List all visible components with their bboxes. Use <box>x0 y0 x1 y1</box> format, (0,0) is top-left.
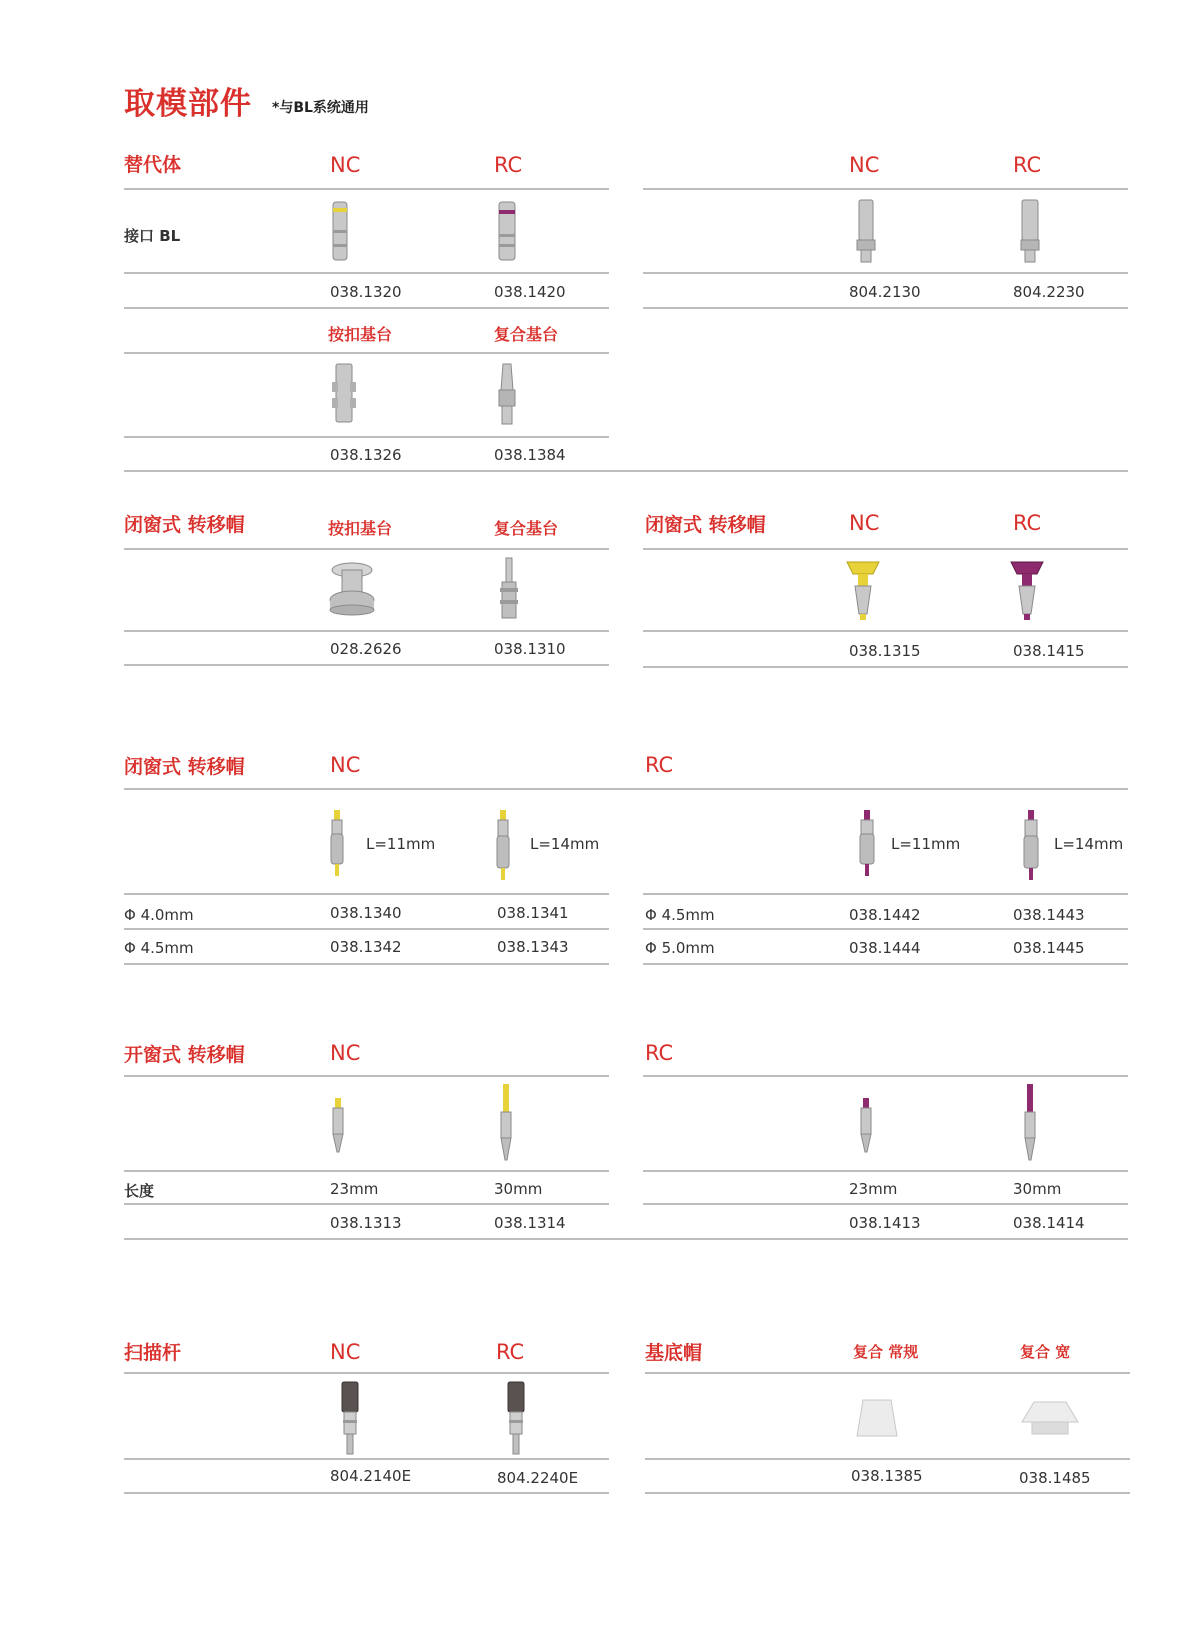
length-label: L=14mm <box>1054 835 1124 853</box>
col-head-nc: NC <box>330 1041 361 1065</box>
divider <box>643 1203 1128 1205</box>
closed-post-nc-14-image <box>494 808 512 882</box>
length-value: 30mm <box>1013 1180 1062 1198</box>
divider <box>124 307 609 309</box>
col-head-nc: NC <box>330 753 361 777</box>
code-038-1414: 038.1414 <box>1013 1214 1085 1232</box>
col-head-multi-regular: 复合 常规 <box>853 1343 919 1361</box>
length-row-label: 长度 <box>124 1182 155 1200</box>
base-cap-regular-image <box>855 1398 899 1438</box>
code-038-1326: 038.1326 <box>330 446 402 464</box>
code-804-2240e: 804.2240E <box>497 1469 579 1487</box>
col-head-nc-right: NC <box>849 153 880 177</box>
divider <box>124 272 609 274</box>
divider <box>124 1458 609 1460</box>
length-value: 30mm <box>494 1180 543 1198</box>
closed-cap-nc-image <box>845 556 881 622</box>
code-038-1320: 038.1320 <box>330 283 402 301</box>
divider <box>643 963 1128 965</box>
analog-nc-image <box>330 200 350 264</box>
divider <box>124 188 609 190</box>
col-head-nc: NC <box>849 511 880 535</box>
open-post-nc-23-image <box>330 1096 346 1154</box>
col-head-multi-abutment: 复合基台 <box>494 519 559 538</box>
length-label: L=11mm <box>366 835 436 853</box>
page-title: 取模部件 <box>124 86 252 122</box>
col-head-rc: RC <box>1013 511 1042 535</box>
divider <box>124 963 609 965</box>
code-038-1445: 038.1445 <box>1013 939 1085 957</box>
multi-cap-image <box>498 556 520 622</box>
snap-cap-image <box>328 560 376 616</box>
divider <box>643 893 1128 895</box>
length-value: 23mm <box>849 1180 898 1198</box>
page-note: *与BL系统通用 <box>272 100 369 116</box>
col-head-rc-right: RC <box>1013 153 1042 177</box>
divider <box>645 1372 1130 1374</box>
code-038-1343: 038.1343 <box>497 938 569 956</box>
divider <box>124 436 609 438</box>
code-804-2140e: 804.2140E <box>330 1467 412 1485</box>
divider <box>124 1170 609 1172</box>
col-head-rc: RC <box>645 753 674 777</box>
col-head-nc: NC <box>330 153 361 177</box>
code-038-1385: 038.1385 <box>851 1467 923 1485</box>
code-038-1485: 038.1485 <box>1019 1469 1091 1487</box>
divider <box>124 352 609 354</box>
code-038-1313: 038.1313 <box>330 1214 402 1232</box>
code-028-2626: 028.2626 <box>330 640 402 658</box>
code-038-1340: 038.1340 <box>330 904 402 922</box>
divider <box>643 928 1128 930</box>
code-038-1442: 038.1442 <box>849 906 921 924</box>
code-038-1342: 038.1342 <box>330 938 402 956</box>
diameter-label: Φ 4.0mm <box>124 906 194 924</box>
divider <box>124 548 609 550</box>
section-title-closed-tray-right: 闭窗式 转移帽 <box>645 514 766 536</box>
divider <box>124 788 1128 790</box>
base-cap-wide-image <box>1020 1398 1080 1438</box>
divider <box>124 1372 609 1374</box>
divider <box>643 188 1128 190</box>
divider <box>643 666 1128 668</box>
section-title-scan-body: 扫描杆 <box>124 1342 182 1364</box>
code-038-1415: 038.1415 <box>1013 642 1085 660</box>
code-038-1443: 038.1443 <box>1013 906 1085 924</box>
divider <box>643 307 1128 309</box>
divider <box>643 272 1128 274</box>
length-value: 23mm <box>330 1180 379 1198</box>
length-label: L=11mm <box>891 835 961 853</box>
code-038-1413: 038.1413 <box>849 1214 921 1232</box>
divider <box>643 548 1128 550</box>
divider <box>124 1238 1128 1240</box>
section-title-closed-tray-left: 闭窗式 转移帽 <box>124 514 245 536</box>
col-head-multi-wide: 复合 宽 <box>1020 1343 1071 1361</box>
row-label-interface: 接口 BL <box>124 227 181 245</box>
col-head-rc: RC <box>496 1340 525 1364</box>
length-label: L=14mm <box>530 835 600 853</box>
closed-cap-rc-image <box>1009 556 1045 622</box>
divider <box>643 630 1128 632</box>
analog-multi-image <box>496 362 518 426</box>
section-title-analog: 替代体 <box>124 154 182 176</box>
code-804-2130: 804.2130 <box>849 283 921 301</box>
divider <box>124 893 609 895</box>
analog-rc-image <box>496 200 518 264</box>
open-post-nc-30-image <box>497 1082 515 1162</box>
col-head-snap-abutment: 按扣基台 <box>328 519 393 538</box>
section-title-open-tray: 开窗式 转移帽 <box>124 1044 245 1066</box>
divider <box>645 1492 1130 1494</box>
analog-snap-image <box>330 362 358 426</box>
col-head-multi-abutment: 复合基台 <box>494 325 559 344</box>
diameter-label: Φ 5.0mm <box>645 939 715 957</box>
code-038-1384: 038.1384 <box>494 446 566 464</box>
code-038-1315: 038.1315 <box>849 642 921 660</box>
closed-post-rc-14-image <box>1021 808 1041 882</box>
code-038-1310: 038.1310 <box>494 640 566 658</box>
code-038-1420: 038.1420 <box>494 283 566 301</box>
divider <box>124 928 609 930</box>
section-title-closed-tray: 闭窗式 转移帽 <box>124 756 245 778</box>
col-head-rc: RC <box>645 1041 674 1065</box>
closed-post-rc-11-image <box>857 808 877 878</box>
code-038-1444: 038.1444 <box>849 939 921 957</box>
diameter-label: Φ 4.5mm <box>124 939 194 957</box>
open-post-rc-23-image <box>857 1096 875 1154</box>
scan-body-nc-image <box>339 1380 361 1456</box>
divider <box>643 1075 1128 1077</box>
divider <box>124 1075 609 1077</box>
section-title-base-cap: 基底帽 <box>645 1342 703 1364</box>
analog-bl-rc-image <box>1019 198 1041 264</box>
divider <box>124 1492 609 1494</box>
code-038-1314: 038.1314 <box>494 1214 566 1232</box>
divider <box>124 1203 609 1205</box>
divider <box>643 1170 1128 1172</box>
scan-body-rc-image <box>505 1380 527 1456</box>
divider <box>124 630 609 632</box>
code-038-1341: 038.1341 <box>497 904 569 922</box>
closed-post-nc-11-image <box>328 808 346 878</box>
col-head-snap-abutment: 按扣基台 <box>328 325 393 344</box>
col-head-rc: RC <box>494 153 523 177</box>
analog-bl-nc-image <box>855 198 877 264</box>
divider <box>124 664 609 666</box>
divider <box>124 470 1128 472</box>
open-post-rc-30-image <box>1021 1082 1039 1162</box>
divider <box>645 1458 1130 1460</box>
col-head-nc: NC <box>330 1340 361 1364</box>
diameter-label: Φ 4.5mm <box>645 906 715 924</box>
code-804-2230: 804.2230 <box>1013 283 1085 301</box>
